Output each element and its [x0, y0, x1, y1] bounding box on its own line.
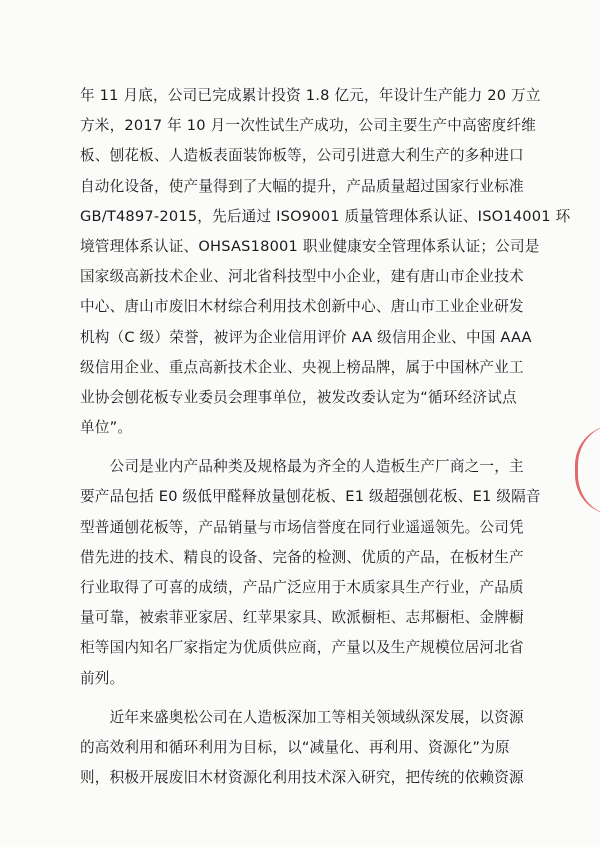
text-line: 前列。: [80, 669, 125, 687]
text-line: 要产品包括 E0 级低甲醛释放量刨花板、E1 级超强刨花板、E1 级隔音: [80, 488, 541, 506]
text-line: 近年来盛奥松公司在人造板深加工等相关领域纵深发展，以资源: [80, 708, 524, 726]
text-line: 境管理体系认证、OHSAS18001 职业健康安全管理体系认证；公司是: [80, 237, 540, 255]
paragraph-gap: [80, 443, 530, 452]
text-line: 板、刨花板、人造板表面装饰板等，公司引进意大利生产的多种进口: [80, 147, 524, 165]
text-line: GB/T4897-2015，先后通过 ISO9001 质量管理体系认证、ISO14001 环: [80, 207, 571, 225]
text-line: 量可靠，被索菲亚家居、红苹果家具、欧派橱柜、志邦橱柜、金牌橱: [80, 609, 524, 627]
text-line: 借先进的技术、精良的设备、完备的检测、优质的产品，在板材生产: [80, 548, 524, 566]
text-line: 的高效利用和循环利用为目标，以“减量化、再利用、资源化”为原: [80, 738, 510, 756]
red-seal-stamp-edge: [575, 425, 600, 515]
text-line: 单位”。: [80, 419, 133, 437]
text-line: 行业取得了可喜的成绩，产品广泛应用于木质家具生产行业，产品质: [80, 579, 524, 596]
text-line: 公司是业内产品种类及规格最为齐全的人造板生产厂商之一，主: [80, 458, 524, 476]
paragraph-list: [80, 81, 571, 793]
paragraph: [80, 81, 571, 443]
text-line: 型普通刨花板等，产品销量与市场信誉度在同行业遥遥领先。公司凭: [80, 518, 524, 536]
paragraph: [80, 452, 541, 694]
text-line: 国家级高新技术企业、河北省科技型中小企业，建有唐山市企业技术: [80, 268, 524, 286]
text-line: 柜等国内知名厂家指定为优质供应商，产量以及生产规模位居河北省: [80, 639, 524, 657]
text-line: 年 11 月底，公司已完成累计投资 1.8 亿元，年设计生产能力 20 万立: [80, 87, 541, 104]
document-body: [80, 81, 571, 793]
text-line: 中心、唐山市废旧木材综合利用技术创新中心、唐山市工业企业研发: [80, 298, 524, 316]
text-line: 机构（C 级）荣誉，被评为企业信用评价 AA 级信用企业、中国 AAA: [80, 328, 532, 346]
text-line: 业协会刨花板专业委员会理事单位，被发改委认定为“循环经济试点: [80, 388, 517, 406]
text-line: 方米，2017 年 10 月一次性试生产成功，公司主要生产中高密度纤维: [80, 117, 537, 135]
text-line: 自动化设备，使产量得到了大幅的提升，产品质量超过国家行业标准: [80, 177, 524, 195]
text-line: 则，积极开展废旧木材资源化利用技术深入研究，把传统的依赖资源: [80, 769, 524, 787]
paragraph: [80, 703, 530, 794]
text-line: 级信用企业、重点高新技术企业、央视上榜品牌，属于中国林产业工: [80, 358, 524, 376]
paragraph-gap: [80, 694, 530, 703]
